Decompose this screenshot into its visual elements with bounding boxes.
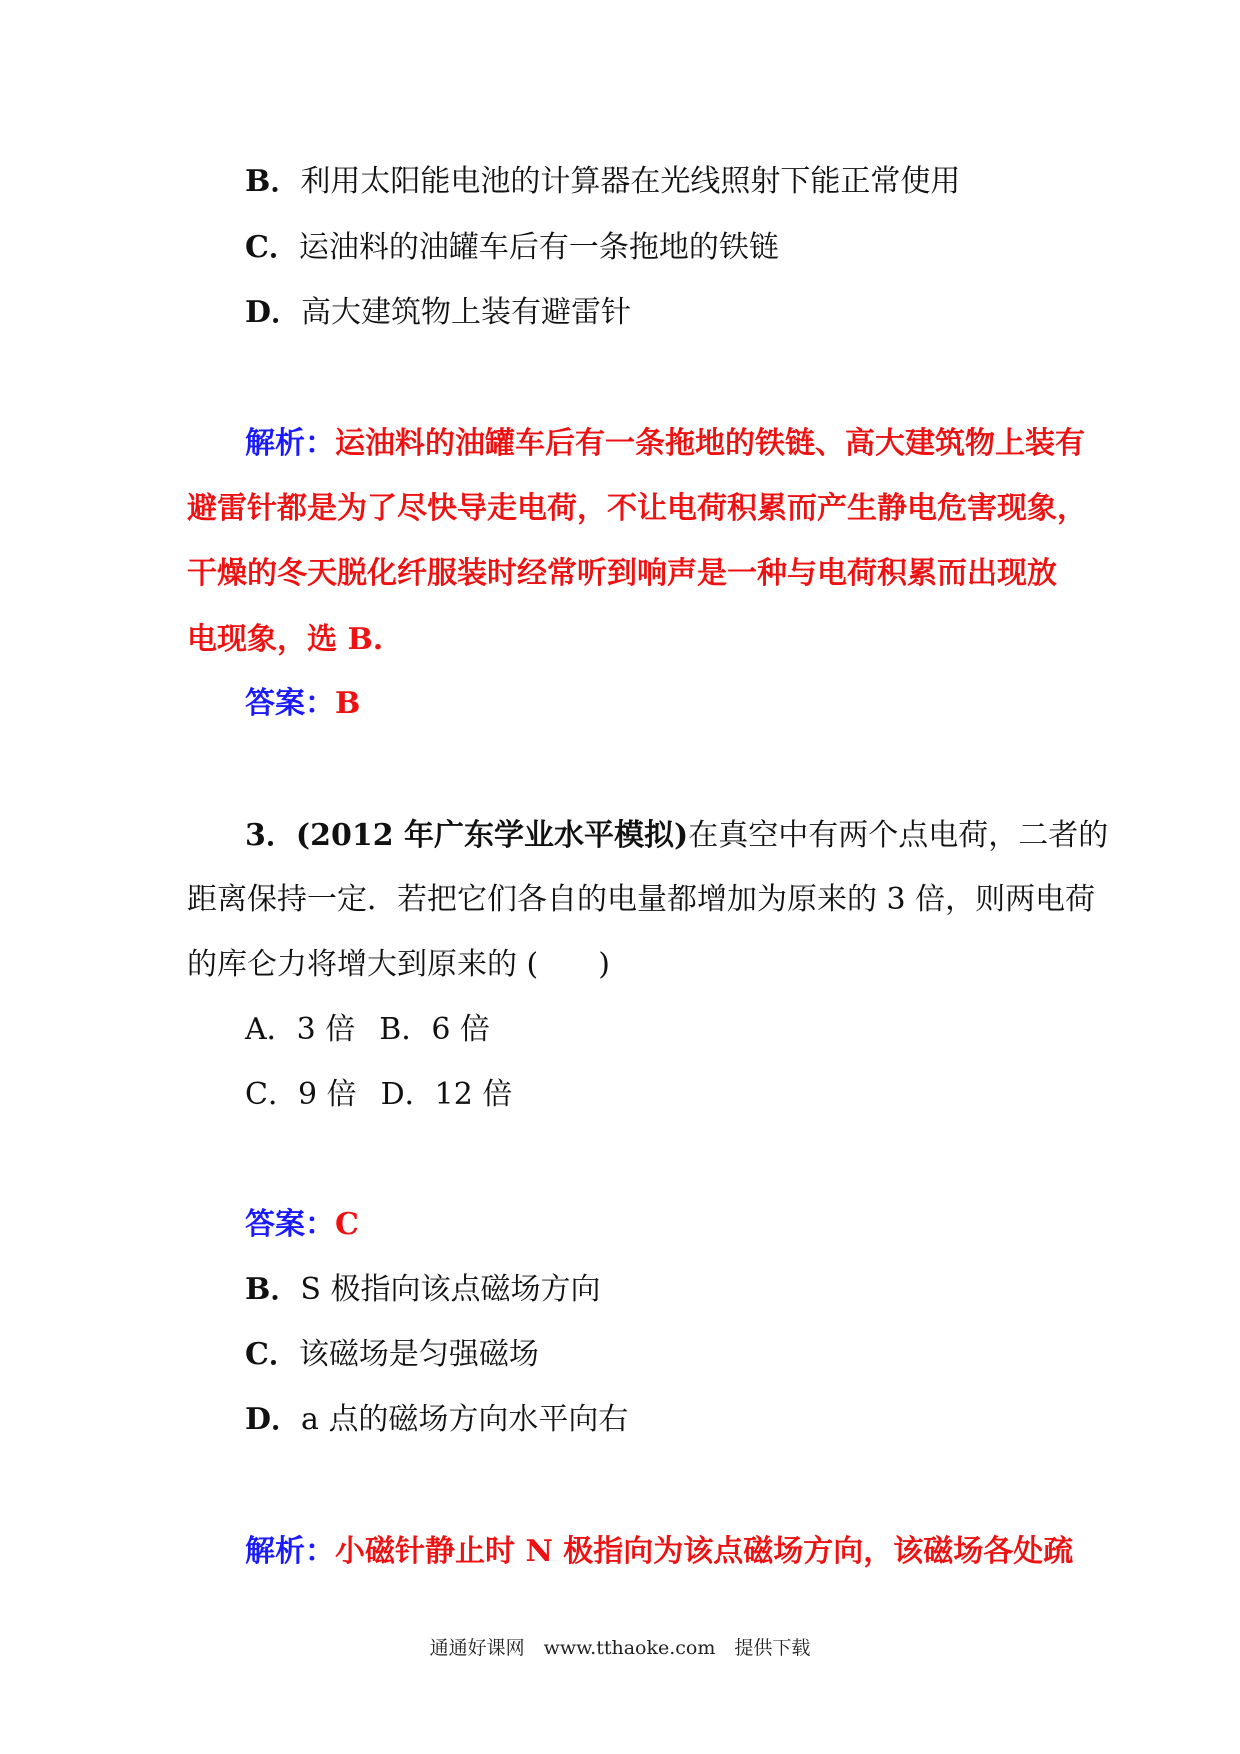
option-text: 利用太阳能电池的计算器在光线照射下能正常使用 xyxy=(300,164,961,199)
q4-analysis xyxy=(245,1532,1073,1572)
option-text: 该磁场是匀强磁场 xyxy=(298,1337,539,1372)
option-letter: B． xyxy=(245,164,301,199)
option-text: a 点的磁场方向水平向右 xyxy=(301,1402,629,1437)
q2-analysis-line-2: 避雷针都是为了尽快导走电荷，不让电荷积累而产生静电危害现象， xyxy=(187,491,1087,526)
option-letter: D． xyxy=(245,1402,302,1437)
question-number: 3． xyxy=(245,818,296,853)
answer-label: 答案： xyxy=(245,686,335,721)
q3-options-row-2 xyxy=(245,1075,512,1115)
analysis-text: 运油料的油罐车后有一条拖地的铁链、高大建筑物上装有 xyxy=(335,426,1085,461)
option-text: 高大建筑物上装有避雷针 xyxy=(301,295,632,330)
q2-option-b xyxy=(245,162,960,202)
option-c: C．9 倍 xyxy=(245,1077,357,1112)
q3-stem-line-1 xyxy=(245,816,1108,856)
option-d: D．12 倍 xyxy=(380,1077,513,1112)
q2-option-d xyxy=(245,293,631,333)
question-source: (2012 年广东学业水平模拟) xyxy=(295,818,689,853)
analysis-text: 小磁针静止时 N 极指向为该点磁场方向，该磁场各处疏 xyxy=(335,1534,1074,1569)
q2-analysis-line-3: 干燥的冬天脱化纤服装时经常听到响声是一种与电荷积累而出现放 xyxy=(187,556,1057,591)
q2-analysis-line-4: 电现象，选 B. xyxy=(187,622,384,657)
answer-value: B xyxy=(335,686,361,721)
answer-value: C xyxy=(335,1207,359,1242)
q2-analysis-line-1 xyxy=(245,424,1085,464)
option-a: A．3 倍 xyxy=(245,1012,356,1047)
q4-option-b xyxy=(245,1270,600,1310)
q4-option-c xyxy=(245,1335,539,1375)
q3-answer xyxy=(245,1205,359,1245)
q4-option-d xyxy=(245,1400,628,1440)
option-letter: D． xyxy=(245,295,302,330)
q3-options-row-1 xyxy=(245,1010,490,1050)
analysis-label: 解析： xyxy=(245,1534,335,1569)
q3-stem-line-2: 距离保持一定．若把它们各自的电量都增加为原来的 3 倍，则两电荷 xyxy=(187,882,1096,917)
option-text: S 极指向该点磁场方向 xyxy=(300,1272,601,1307)
q2-option-c xyxy=(245,228,779,268)
option-text: 运油料的油罐车后有一条拖地的铁链 xyxy=(298,230,779,265)
page-footer: 通通好课网 www.tthaoke.com 提供下载 xyxy=(429,1637,811,1659)
question-text: 在真空中有两个点电荷，二者的 xyxy=(688,818,1109,853)
analysis-label: 解析： xyxy=(245,426,335,461)
option-letter: C． xyxy=(245,230,299,265)
answer-label: 答案： xyxy=(245,1207,335,1242)
option-b: B．6 倍 xyxy=(379,1012,490,1047)
q2-answer xyxy=(245,684,360,724)
option-letter: C． xyxy=(245,1337,299,1372)
q3-stem-line-3: 的库仑力将增大到原来的 ( ) xyxy=(187,947,610,982)
option-letter: B． xyxy=(245,1272,301,1307)
